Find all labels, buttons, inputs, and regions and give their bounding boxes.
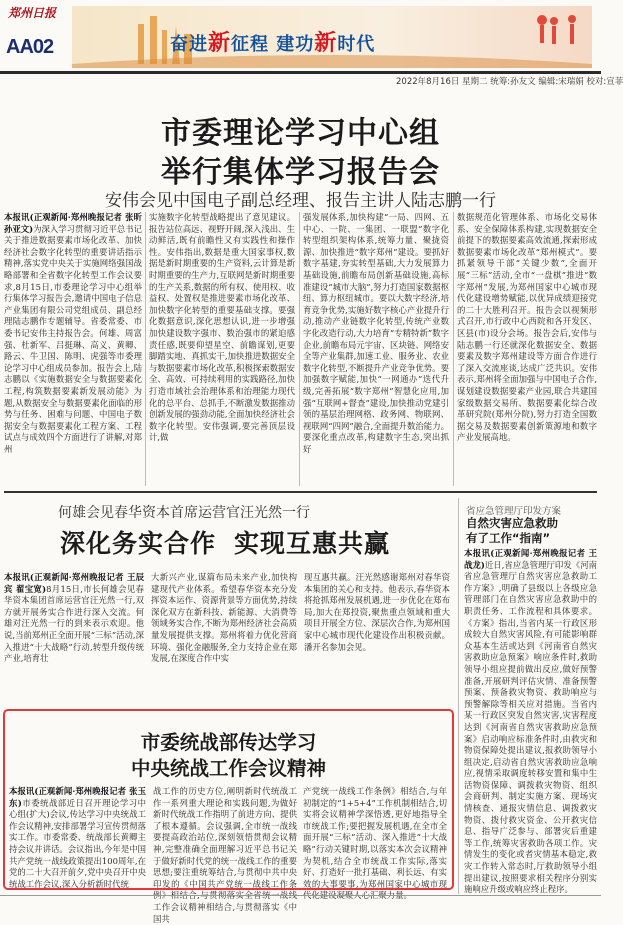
article1-subtitle: 安伟会见中国电子副总经理、报告主讲人陆志鹏一行 [105, 191, 496, 211]
article3-text-1: 市委统战部近日召开理论学习中心组(扩大)会议,传达学习中央统战工作会议精神,安排部署学习宣传贯彻落实工作。市委常委、统战部长黄卿主持会议并讲话。会议指出,今年是中国共产党统一战线政策提出100周年,在党的二十大召开前夕,党中央召开中央统战工作会议,深入分析新时代统 [9, 797, 147, 889]
sidebar-section: 省应急管理厅印发方案 [466, 506, 562, 517]
article2-text-1: 8月15日,市长何雄会见春华资本集团首席运营官汪光然一行,双方就开展务实合作进行深入交流。何雄对汪光然一行的到来表示欢迎。他说,当前郑州正全面开展“三标”活动,深入推进“十大战略”行动,转型升级传统产业,培育壮 [4, 583, 144, 664]
page-number: AA02 [6, 36, 54, 58]
article1-title-line2: 举行集体学习报告会 [161, 155, 440, 190]
article1-byline: 本报讯(正观新闻·郑州晚报记者 张昕 孙亚文) [4, 212, 142, 234]
banner-slogan: 奋进新征程 建功新时代 [170, 31, 376, 56]
section-rule [4, 491, 597, 493]
dateline: 2022年8月16日 星期二 统筹:孙友文 编辑:宋瑞娟 校对:宣菲 [396, 77, 623, 87]
article3-title-line2: 中央统战工作会议精神 [130, 757, 326, 780]
article3-title-line1: 市委统战部传达学习 [140, 731, 317, 754]
column-divider [299, 212, 300, 486]
masthead: 郑州日报 [8, 6, 57, 20]
sidebar-body [464, 548, 597, 894]
article2-column-3: 现互惠共赢。汪光然感谢郑州对春华资本集团的关心和支持。他表示,春华资本将抢抓郑州发展机遇,进一步优化在郑布局,加大在郑投资,聚焦重点领域和重大项目开展全方位、深层次合作,为郑州国家中心城市现代化建设作出积极贡献。潘开名参加会见。 [304, 572, 450, 652]
column-divider [145, 212, 146, 486]
article3-column-1 [9, 786, 147, 889]
article1-text-1: 为深入学习贯彻习近平总书记关于推进数据要素市场化改革、加快经济社会数字化转型的重要讲话指示精神,落实党中央关于实施网络强国战略部署和全省数字化转型工作会议要求,8月15日,市委理论学习中心组举行集体学习报告会,邀请中国电子信息产业集团有限公司党组成员、副总经理陆志鹏作专题辅导。省委常委、市委书记安伟主持报告会。何雄、周富强、杜新军、吕挺琳、高义、黄卿、路云、牛卫国、陈明、虎强等市委理论学习中心组成员参加。报告会上,陆志鹏以《实施数据安全与数据要素化工程,构筑数据要素新发展动能》为题,从数据安全与数据要素化面临的形势与任务、困难与问题、中国电子数据安全与数据要素化工程方案、工程试点与成效四个方面进行了讲解,对郑州 [4, 223, 142, 454]
sidebar-byline: 本报讯(正观新闻·郑州晚报记者 王战龙) [464, 548, 597, 570]
article3-column-3: 产党统一战线工作条例》相结合,与年初制定的“1+5+4”工作机制相结合,切实将会议精神学深悟透,更好地指导全市统战工作;要把握发展机遇,在全市全面开展“三标”活动、深入推进“十大战略”行动关键时期,以落实本次会议精神为契机,结合全市统战工作实际,落实好、打造好一批打基础、利长远、有实效的大事要事,为郑州国家中心城市现 [303, 786, 447, 889]
column-divider [453, 212, 454, 486]
article2-column-2: 大新兴产业,谋篇布局未来产业,加快构建现代产业体系。希望春华资本充分发挥资本运作、资源背景等方面优势,持续深化双方在新科技、新能源、大消费等领域务实合作,不断为郑州经济社会高质量发展提供支撑。郑州将着力优化营商环境、强化金融服务,全力支持企业在郑发展,在深度合作中实 [151, 572, 297, 664]
article2-title: 深化务实合作 实现互惠共赢 [60, 529, 391, 558]
article3-column-2: 战工作的历史方位,阐明新时代统战工作一系列重大理论和实践问题,为做好新时代统战工作指明了前进方向、提供了根本遵循。会议强调,全市统一战线要提高政治站位,深刻领悟贯彻会议精神,完整准确全面理解习近平总书记关于做好新时代党的统一战线工作的重要思想;要注重统筹结合,与贯彻中共中央印发的《中国共产党统一战线工作条 工作会议精神相结合,与贯彻落实《中国共 [153, 786, 297, 924]
article3-byline: 本报讯(正观新闻·郑州晚报记者 张玉东) [9, 786, 146, 808]
article1-column-2: 实施数字化转型战略提出了意见建议。报告站位高远、视野开阔,深入浅出、生动鲜活,既有前瞻性又有实践性和操作性。安伟指出,数据是重大国家事权,数据是新时期重要的生产资料,云计算是新时期重要的生产力,互联网是新时期重要的生产关系,数据的所有权、使用权、收益权、处置权是推进要素市场化改革、加快数字化转型的重要基础支撑。要强化数据意识,深化思想认识,进一步增强加快建设数字强市、数治强市的紧迫感责任感,既要仰望星空、前瞻谋划,更要脚踏实地、真抓实干,加快推进数据安全与数据要素市场化改革,积极探索数据安全、高效、可持续利用的实践路径,加快打造市域社会治理体系和治理能力现代化的总平台、总抓手,不断激发数据推动创新发展的强劲动能,全面加快经济社会数字化转型。安伟强调,要完善顶层设计,做 [149, 212, 295, 443]
article1-column-4: 数据规范化管理体系、市场化交易体系、安全保障体系构建,实现数据安全前提下的数据要素高效流通,探索形成数据要素市场化改革“郑州模式”。要抓紧领导干部“关键少数”,全面开展“三标”活动,全市“一盘棋”推进“数字郑州”发展,为郑州国家中心城市现代化建设增势赋能,以优异成绩迎接党的二十大胜利召开。报告会以视频形式召开,市行政中心西院和各开发区、区县(市)设分会场。报告会后,安伟与陆志鹏一行还就深化数据安全、数据要素及数字郑州建设等方面合作进行了深入交流座谈,达成广泛共识。安伟表示,郑州将全面加强与中国电子合作,谋划建设数据要素产业园,联合共建国家级数据交易所、数据要素化综合改革研究院(郑州分院),努力打造全国数据交易及数据要素创新策源地和数字产业发展高地。 [457, 212, 597, 443]
article1-title-line1: 市委理论学习中心组 [161, 116, 440, 151]
article1-column-3: 强发展体系,加快构建“一局、四网、五中心、一院、一集团、一联盟”数字化转型组织架构体系,统筹力量、聚拢资源、加快推进“数字郑州”建设。要抓好数字基建,夯实转型基础,大力发展算力基础设施,前瞻布局创新基础设施,高标准建设“城市大脑”,努力打造国家数据枢纽、算力枢纽城市。要以大数字经济,培育竞争优势,实施好数字核心产业提升行动,推动产业链数字化转型,传统产业数字化改造行动,大力培育“专精特新”数字企业,前瞻布局元宇宙、区块链、网络安全等产业集群,加速工业、服务业、农业数字化转型,不断提升产业竞争优势。要加强数字赋能,加快“一网通办”迭代升级,完善拓展“数字郑州”智慧化应用,加强“互联网+督查”建设,加快推动党建引领的基层治理网格、政务网、物联网、视联网“四网”融合,全面提升数治能力。要深化重点改革,构建数字生态,突出抓好 [303, 212, 449, 454]
article1-column-1 [4, 212, 142, 486]
sidebar-divider [458, 498, 459, 894]
sidebar-title: 自然灾害应急救助 有了工作“指南” [466, 516, 558, 545]
bottom-rule [0, 895, 601, 896]
header-rule [0, 71, 601, 74]
article2-column-1 [4, 572, 144, 702]
sidebar-text: 近日,省应急管理厅印发《河南省应急管理厅自然灾害应急救助工作方案》,明确了县级以上各级应急管理部门在自然灾害应急救助中的职责任务、工作流程和具体要求。《方案》指出,当省内某一行政区形成较大自然灾害风险,有可能影响群众基本生活或达到《河南省自然灾害救助应急预案》响应条件时,救助领导小组应提前做出反应,做好预警准备,开展研判评估灾情、准备预警预案、预备救灾物资、救助响应与预警解除等相关应对措施。当省内某一行政区突发自然灾害,灾害程度达到《河南省自然灾害救助应急预案》启动响应标准条件时,由救灾和物资保障处提出建议,报救助领导小组决定,启动省自然灾害救助应急响应,视情采取调度转移安置和集中生活物资保障、调拨救灾物资、组织会商研判、制定实施方案、现场灾情核查、通报灾情信息、调拨救灾物资、拨付救灾资金、公开救灾信息、指导广泛参与、部署灾后重建等工作,统筹灾害救助各项工作。灾情发生的变化或者灾情基本稳定,救灾工作转入常态时,厅救助领导小组提出建议,按照要求相关程序分别实施响应升级或响应终止程序。 [464, 559, 597, 895]
article2-byline: 本报讯(正观新闻·郑州晚报记者 王辰宾 翟宝宽) [4, 572, 144, 594]
article2-kicker: 何雄会见春华资本首席运营官汪光然一行 [58, 505, 310, 521]
